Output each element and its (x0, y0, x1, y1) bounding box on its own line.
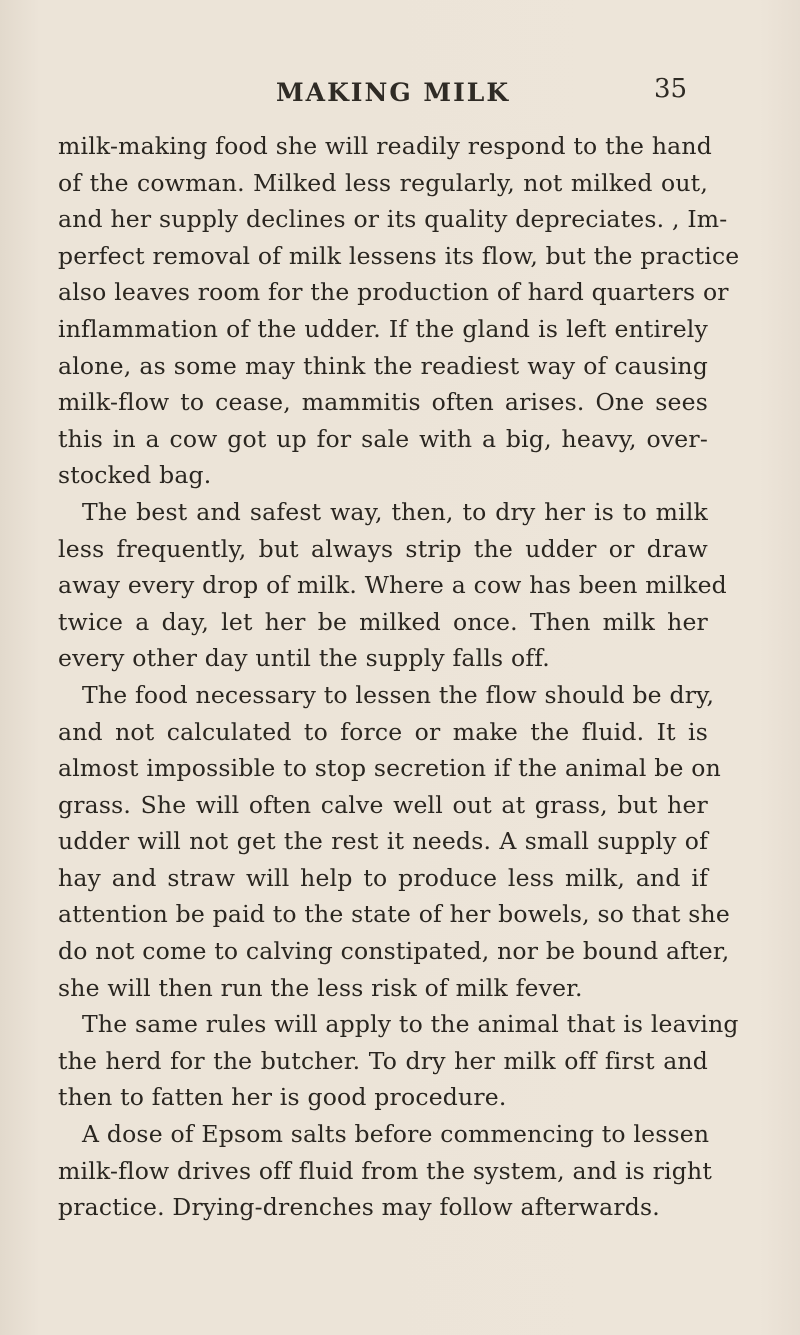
text-line: milk-making food she will readily respond to the hand (58, 132, 712, 160)
text-line: almost impossible to stop secretion if the animal be on (58, 754, 721, 783)
text-line: less frequently, but always strip the udder or draw (58, 534, 708, 563)
running-title: MAKING MILK (276, 78, 511, 107)
text-line: of the cowman. Milked less regularly, not milked out, (58, 168, 708, 197)
text-line: The best and safest way, then, to dry her is to milk (82, 497, 708, 526)
text-line: The same rules will apply to the animal that is leaving (82, 1010, 739, 1039)
text-line: away every drop of milk. Where a cow has been milked (58, 571, 727, 600)
body-text (58, 128, 740, 1226)
text-line: and not calculated to force or make the fluid. It is (58, 717, 708, 746)
text-line: inflammation of the udder. If the gland is left entirely (58, 314, 708, 343)
text-line: milk-flow drives off fluid from the system, and is right (58, 1156, 712, 1185)
text-line: perfect removal of milk lessens its flow, but the practice (58, 241, 740, 270)
text-line: twice a day, let her be milked once. Then milk her (58, 607, 708, 636)
page-number: 35 (654, 74, 688, 104)
text-line: udder will not get the rest it needs. A small supply of (58, 827, 708, 856)
text-line: then to fatten her is good procedure. (58, 1083, 507, 1112)
text-line: The food necessary to lessen the flow should be dry, (82, 680, 715, 709)
text-line: practice. Drying-drenches may follow afterwards. (58, 1193, 660, 1222)
text-line: and her supply declines or its quality depreciates. , Im- (58, 205, 728, 234)
text-line: attention be paid to the state of her bowels, so that she (58, 900, 730, 929)
text-line: hay and straw will help to produce less milk, and if (58, 863, 708, 892)
text-line: also leaves room for the production of hard quarters or (58, 278, 729, 307)
text-line: do not come to calving constipated, nor be bound after, (58, 937, 730, 966)
text-line: milk-flow to cease, mammitis often arises. One sees (58, 388, 708, 417)
text-line: alone, as some may think the readiest way of causing (58, 351, 708, 380)
text-line: the herd for the butcher. To dry her milk off first and (58, 1046, 708, 1075)
text-line: she will then run the less risk of milk fever. (58, 973, 583, 1002)
text-line: grass. She will often calve well out at grass, but her (58, 790, 708, 819)
text-line: every other day until the supply falls off. (58, 644, 550, 673)
text-line: stocked bag. (58, 461, 212, 490)
running-head (0, 74, 800, 114)
text-line: this in a cow got up for sale with a big, heavy, over- (58, 424, 708, 453)
text-line: A dose of Epsom salts before commencing to lessen (82, 1120, 710, 1149)
